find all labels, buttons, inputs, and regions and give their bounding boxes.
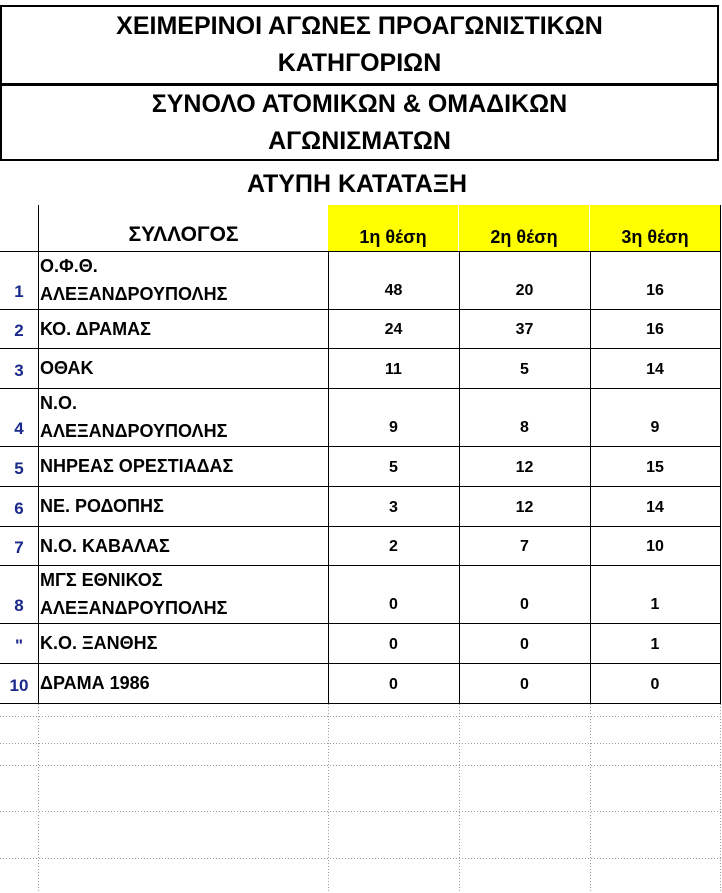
first-place-count: 3 (389, 499, 398, 516)
first-place-count: 11 (385, 361, 402, 378)
subtitle-banner (0, 84, 719, 161)
rank-cell: 10 (9, 676, 29, 695)
second-place-count: 20 (515, 282, 534, 299)
club-name-cell (40, 349, 327, 389)
club-name-cell (40, 487, 327, 527)
second-place-count: 8 (520, 419, 529, 436)
club-name-line: ΑΛΕΞΑΝΔΡΟΥΠΟΛΗΣ (40, 421, 228, 441)
club-name-line: ΑΛΕΞΑΝΔΡΟΥΠΟΛΗΣ (40, 284, 228, 304)
rank-cell: 7 (14, 538, 24, 557)
club-name-line: ΝΗΡΕΑΣ ΟΡΕΣΤΙΑΔΑΣ (40, 456, 234, 476)
rank-cell: 3 (14, 361, 24, 380)
first-place-count: 0 (389, 636, 398, 653)
club-name-line: ΔΡΑΜΑ 1986 (40, 673, 150, 693)
second-place-count: 7 (520, 538, 529, 555)
third-place-count: 9 (650, 419, 660, 436)
third-place-count: 16 (646, 321, 664, 338)
first-place-count: 24 (384, 321, 403, 338)
second-place-count: 5 (520, 361, 529, 378)
second-place-count: 12 (515, 459, 534, 476)
second-place-count: 12 (515, 499, 534, 516)
first-place-count: 9 (389, 419, 398, 436)
club-name-cell (40, 664, 327, 704)
title-line-1: ΧΕΙΜΕΡΙΝΟΙ ΑΓΩΝΕΣ ΠΡΟΑΓΩΝΙΣΤΙΚΩΝ (116, 12, 603, 40)
club-name-line: ΝΕ. ΡΟΔΟΠΗΣ (40, 496, 164, 516)
title-line-2: ΚΑΤΗΓΟΡΙΩΝ (277, 49, 442, 77)
club-name-cell (40, 527, 327, 566)
club-name-line: Ν.Ο. (40, 393, 78, 413)
second-place-count: 0 (520, 676, 529, 693)
third-place-count: 1 (650, 636, 660, 653)
club-name-cell (40, 566, 327, 624)
rank-cell: " (14, 636, 24, 655)
first-place-count: 0 (389, 676, 398, 693)
club-name-cell (40, 310, 327, 349)
header-club: ΣΥΛΛΟΓΟΣ (128, 223, 239, 246)
title-banner (0, 5, 719, 85)
header-second-place: 2η θέση (459, 205, 589, 251)
third-place-count: 0 (650, 676, 660, 693)
third-place-count: 14 (646, 361, 664, 378)
third-place-count: 15 (646, 459, 664, 476)
third-place-count: 10 (646, 538, 664, 555)
club-name-cell (40, 447, 327, 487)
third-place-count: 1 (650, 596, 660, 613)
rank-cell: 8 (14, 596, 24, 615)
rank-cell: 5 (14, 459, 24, 478)
club-name-line: ΑΛΕΞΑΝΔΡΟΥΠΟΛΗΣ (40, 598, 228, 618)
club-name-line: Κ.Ο. ΞΑΝΘΗΣ (40, 633, 158, 653)
second-place-count: 37 (515, 321, 534, 338)
second-place-count: 0 (520, 596, 529, 613)
club-name-cell (40, 624, 327, 664)
first-place-count: 2 (389, 538, 398, 555)
club-name-line: ΚΟ. ΔΡΑΜΑΣ (40, 319, 151, 339)
subtitle-line-1: ΣΥΝΟΛΟ ΑΤΟΜΙΚΩΝ & ΟΜΑΔΙΚΩΝ (151, 89, 568, 118)
first-place-count: 0 (389, 596, 398, 613)
rank-cell: 1 (14, 282, 24, 301)
subtitle-line-2: ΑΓΩΝΙΣΜΑΤΩΝ (268, 126, 451, 155)
third-place-count: 16 (646, 282, 664, 299)
club-name-line: Ο.Φ.Θ. (40, 256, 98, 276)
club-name-line: ΟΘΑΚ (40, 358, 94, 378)
club-name-line: ΜΓΣ ΕΘΝΙΚΟΣ (40, 570, 163, 590)
first-place-count: 48 (384, 282, 403, 299)
club-name-cell (40, 252, 327, 310)
club-name-line: Ν.Ο. ΚΑΒΑΛΑΣ (40, 536, 170, 556)
rank-cell: 4 (14, 419, 24, 438)
second-place-count: 0 (520, 636, 529, 653)
ranking-title: ΑΤΥΠΗ ΚΑΤΑΤΑΞΗ (246, 170, 468, 198)
header-first-place: 1η θέση (328, 205, 458, 251)
header-third-place: 3η θέση (590, 205, 720, 251)
rank-cell: 2 (14, 321, 24, 340)
third-place-count: 14 (646, 499, 664, 516)
rank-cell: 6 (14, 499, 24, 518)
first-place-count: 5 (389, 459, 398, 476)
club-name-cell (40, 389, 327, 447)
